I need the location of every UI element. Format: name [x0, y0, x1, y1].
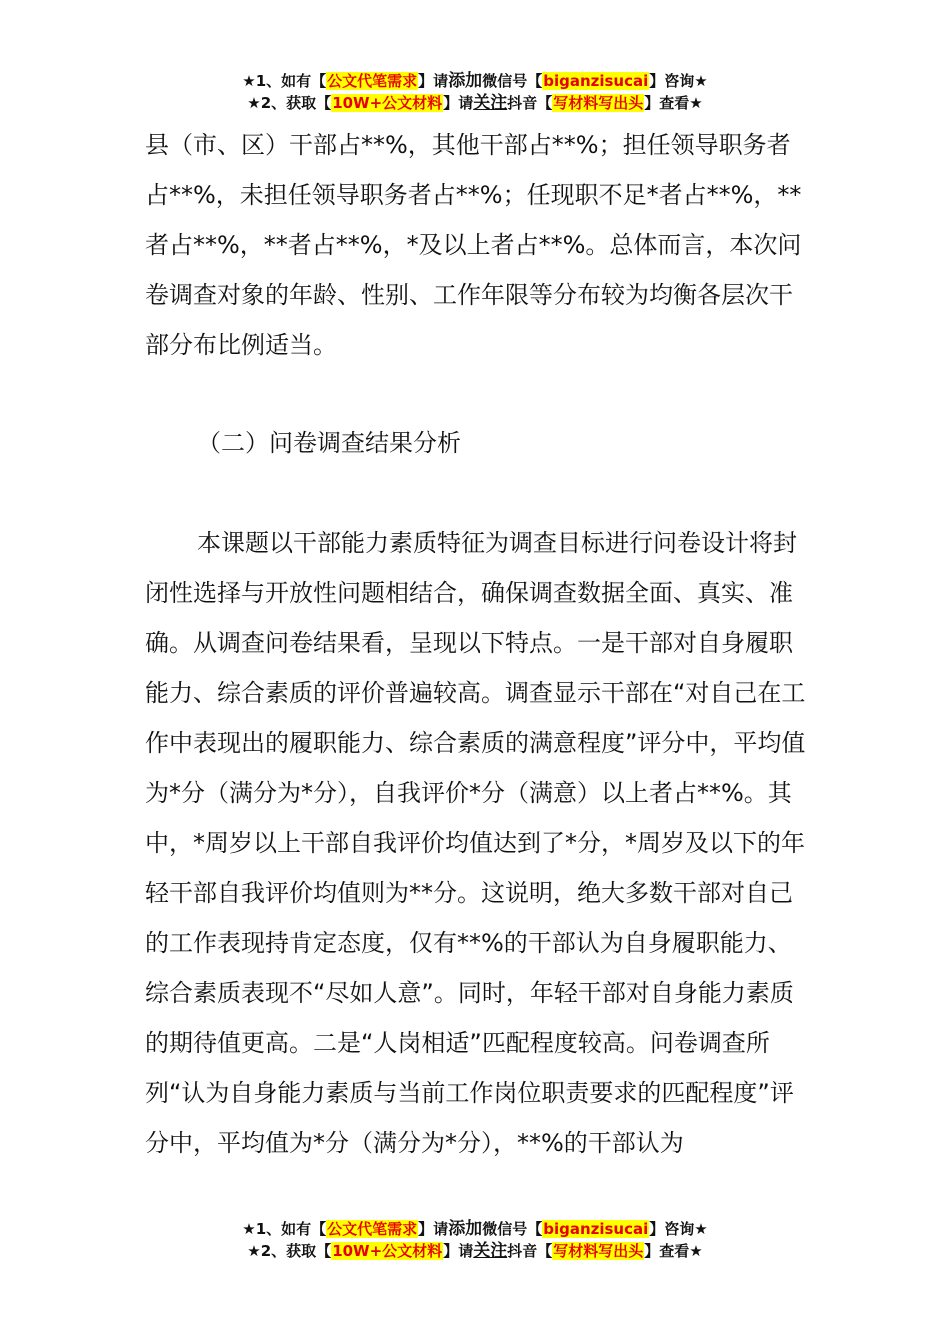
banner-line-2: ★2、获取【10W+公文材料】请关注抖音【写材料写出头】查看★ [247, 93, 703, 113]
banner-douyin-account: 写材料写出头 [553, 94, 644, 112]
banner-line-1: ★1、如有【公文代笔需求】请添加微信号【biganzisucai】咨询★ [242, 71, 708, 91]
banner-line-2: ★2、获取【10W+公文材料】请关注抖音【写材料写出头】查看★ [247, 1241, 703, 1261]
banner-highlight: 公文代笔需求 [327, 72, 418, 90]
banner-highlight: 公文代笔需求 [327, 1220, 418, 1238]
header-banner [0, 70, 950, 114]
paragraph-survey-analysis: 本课题以干部能力素质特征为调查目标进行问卷设计将封闭性选择与开放性问题相结合，确保调查数据全面、真实、准确。从调查问卷结果看，呈现以下特点。一是干部对自身履职能力、综合素质的评价普遍较高。调查显示干部在“对自己在工作中表现出的履职能力、综合素质的满意程度”评分中，平均值为*分（满分为*分），自我评价*分（满意）以上者占**%。其中，*周岁以上干部自我评价均值达到了*分，*周岁及以下的年轻干部自我评价均值则为**分。这说明，绝大多数干部对自己的工作表现持肯定态度，仅有**%的干部认为自身履职能力、综合素质表现不“尽如人意”。同时，年轻干部对自身能力素质的期待值更高。二是“人岗相适”匹配程度较高。问卷调查所列“认为自身能力素质与当前工作岗位职责要求的匹配程度”评分中，平均值为*分（满分为*分），**%的干部认为 [145, 529, 806, 1157]
banner-highlight: 10W+公文材料 [332, 94, 443, 112]
banner-wechat-id: biganzisucai [543, 1220, 649, 1238]
paragraph-respondent-distribution: 县（市、区）干部占**%，其他干部占**%；担任领导职务者占**%，未担任领导职务者占**%；任现职不足*者占**%，**者占**%，**者占**%，*及以上者占**%。总体而言，本次问卷调查对象的年龄、性别、工作年限等分布较为均衡各层次干部分布比例适当。 [145, 131, 802, 359]
banner-wechat-id: biganzisucai [543, 72, 649, 90]
banner-highlight: 10W+公文材料 [332, 1242, 443, 1260]
banner-douyin-account: 写材料写出头 [553, 1242, 644, 1260]
footer-banner [0, 1218, 950, 1262]
banner-line-1: ★1、如有【公文代笔需求】请添加微信号【biganzisucai】咨询★ [242, 1219, 708, 1239]
section-heading: （二）问卷调查结果分析 [197, 429, 461, 457]
